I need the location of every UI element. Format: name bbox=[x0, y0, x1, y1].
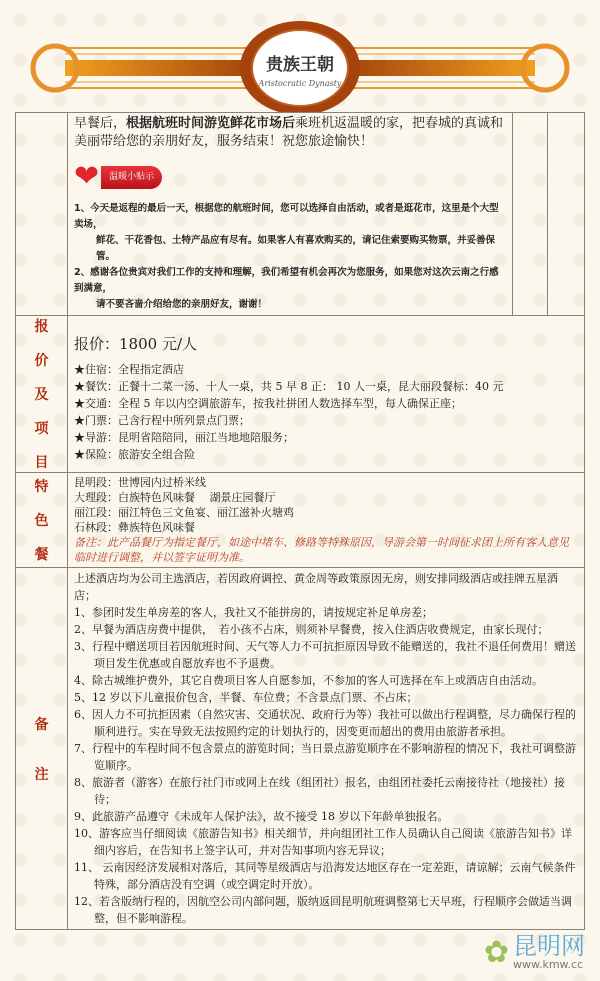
itinerary-table bbox=[15, 112, 585, 930]
price-item: ★餐饮：正餐十二菜一汤、十人一桌，共 5 早 8 正： 10 人一桌，昆大丽段餐标：40 元 bbox=[74, 380, 504, 393]
note-item: 10、游客应当仔细阅读《旅游告知书》相关细节，并向组团社工作人员确认自己阅读《旅游告知书》详细内容后，在告知书上签字认可，并对告知事项内容无异议； bbox=[74, 827, 572, 857]
tip-line: 请不要吝啬介绍给您的亲朋好友，谢谢！ bbox=[96, 299, 268, 310]
note-item: 8、旅游者（游客）在旅行社门市或网上在线（组团社）报名，由组团社委托云南接待社（地接社）接 待； bbox=[74, 776, 565, 806]
tip-line: 鲜花、干花香包、土特产品应有尽有。如果客人有喜欢购买的，请记住索要购买物票，并妥善保管。 bbox=[96, 235, 496, 262]
notes-label: 备 注 bbox=[16, 568, 68, 929]
brand-logo-subtitle: Aristocratic Dynasty bbox=[258, 79, 342, 88]
brand-logo-text: 贵族王朝 bbox=[266, 55, 334, 75]
food-item: 石林段：彝族特色风味餐 bbox=[74, 521, 195, 534]
note-item: 4、除古城维护费外，其它自费项目客人自愿参加，不参加的客人可选择在车上或酒店自由活动。 bbox=[74, 674, 543, 687]
note-item: 12、若含版纳行程的，因航空公司内部问题，版纳返回昆明航班调整第七天早班，行程顺序会做适当调整，但不影响游程。 bbox=[74, 895, 572, 925]
header-banner bbox=[25, 18, 575, 113]
note-item: 上述酒店均为公司主选酒店，若因政府调控、黄金周等政策原因无房，则安排同级酒店或挂牌五星酒店； bbox=[74, 572, 558, 602]
price-item: ★保险：旅游安全组合险 bbox=[74, 448, 195, 461]
food-item: 丽江段：丽江特色三文鱼宴、丽江滋补火塘鸡 bbox=[74, 506, 294, 519]
empty-label bbox=[16, 113, 68, 315]
price-row bbox=[16, 316, 584, 473]
price-item: ★导游：昆明省陪陪同，丽江当地地陪服务； bbox=[74, 431, 294, 444]
price-title: 报价：1800 元/人 bbox=[74, 335, 197, 353]
tip-line: 2、感谢各位贵宾对我们工作的支持和理解，我们希望有机会再次为您服务，如果您对这次云南之行感到满意， bbox=[74, 267, 499, 294]
note-item: 1、参团时发生单房差的客人，我社又不能拼房的，请按规定补足单房差； bbox=[74, 606, 433, 619]
food-row bbox=[16, 473, 584, 568]
flower-icon: ✿ bbox=[483, 935, 509, 970]
day-description: 早餐后，根据航班时间游览鲜花市场后乘班机返温暖的家，把春城的真诚和美丽带给您的亲朋好友，服务结束！祝您旅途愉快！ bbox=[74, 116, 504, 149]
food-item: 昆明段：世博园内过桥米线 bbox=[74, 476, 206, 489]
note-item: 11、 云南因经济发展相对落后，其同等星级酒店与沿海发达地区存在一定差距，请谅解；云南气候条件特殊，部分酒店没有空调（或空调定时开放）。 bbox=[74, 861, 576, 891]
note-item: 7、行程中的车程时间不包含景点的游览时间；当日景点游览顺序在不影响游程的情况下，我社可调整游览顺序。 bbox=[74, 742, 576, 772]
note-item: 9、此旅游产品遵守《未成年人保护法》，故不接受 18 岁以下年龄单独报名。 bbox=[74, 810, 449, 823]
tips-badge: ❤ 温暖小贴示 bbox=[74, 159, 506, 195]
food-note: 备注：此产品餐厅为指定餐厅，如途中堵车、修路等特殊原因，导游会第一时间征求团上所有客人意见临时进行调整，并以签字证明为准。 bbox=[74, 536, 569, 564]
price-item: ★住宿：全程指定酒店 bbox=[74, 363, 184, 376]
note-item: 3、行程中赠送项目若因航班时间、天气等人力不可抗拒原因导致不能赠送的，我社不退任何费用！赠送项目发生优惠或自愿放弃也不予退费。 bbox=[74, 640, 576, 670]
price-item: ★交通：全程 5 年以内空调旅游车，按我社拼团人数选择车型，每人确保正座； bbox=[74, 397, 462, 410]
day-content bbox=[68, 113, 512, 315]
notes-list bbox=[68, 568, 584, 929]
heart-icon: ❤ bbox=[74, 159, 100, 194]
notes-row bbox=[16, 568, 584, 929]
tip-line: 1、今天是返程的最后一天，根据您的航班时间，您可以选择自由活动，或者是逛花市，这里是个大型卖场， bbox=[74, 203, 499, 230]
price-label: 报 价 及 项 目 bbox=[16, 316, 68, 472]
note-item: 2、早餐为酒店房费中提供， 若小孩不占床，则须补早餐费，按入住酒店收费规定，由家长现付； bbox=[74, 623, 549, 636]
note-item: 5、12 岁以下儿童报价包含，半餐、车位费；不含景点门票、不占床； bbox=[74, 691, 418, 704]
kmw-logo: ✿ 昆明网 www.kmw.cc bbox=[483, 932, 585, 971]
note-item: 6、因人力不可抗拒因素（自然灾害、交通状况、政府行为等）我社可以做出行程调整，尽力确保行程的顺利进行。实在导致无法按照约定的计划执行的，因变更而超出的费用由旅游者承担。 bbox=[74, 708, 576, 738]
food-item: 大理段：白族特色风味餐 湖景庄园餐厅 bbox=[74, 491, 276, 504]
last-day-row bbox=[16, 113, 584, 316]
food-label: 特 色 餐 bbox=[16, 473, 68, 567]
price-item: ★门票：己含行程中所列景点门票； bbox=[74, 414, 250, 427]
